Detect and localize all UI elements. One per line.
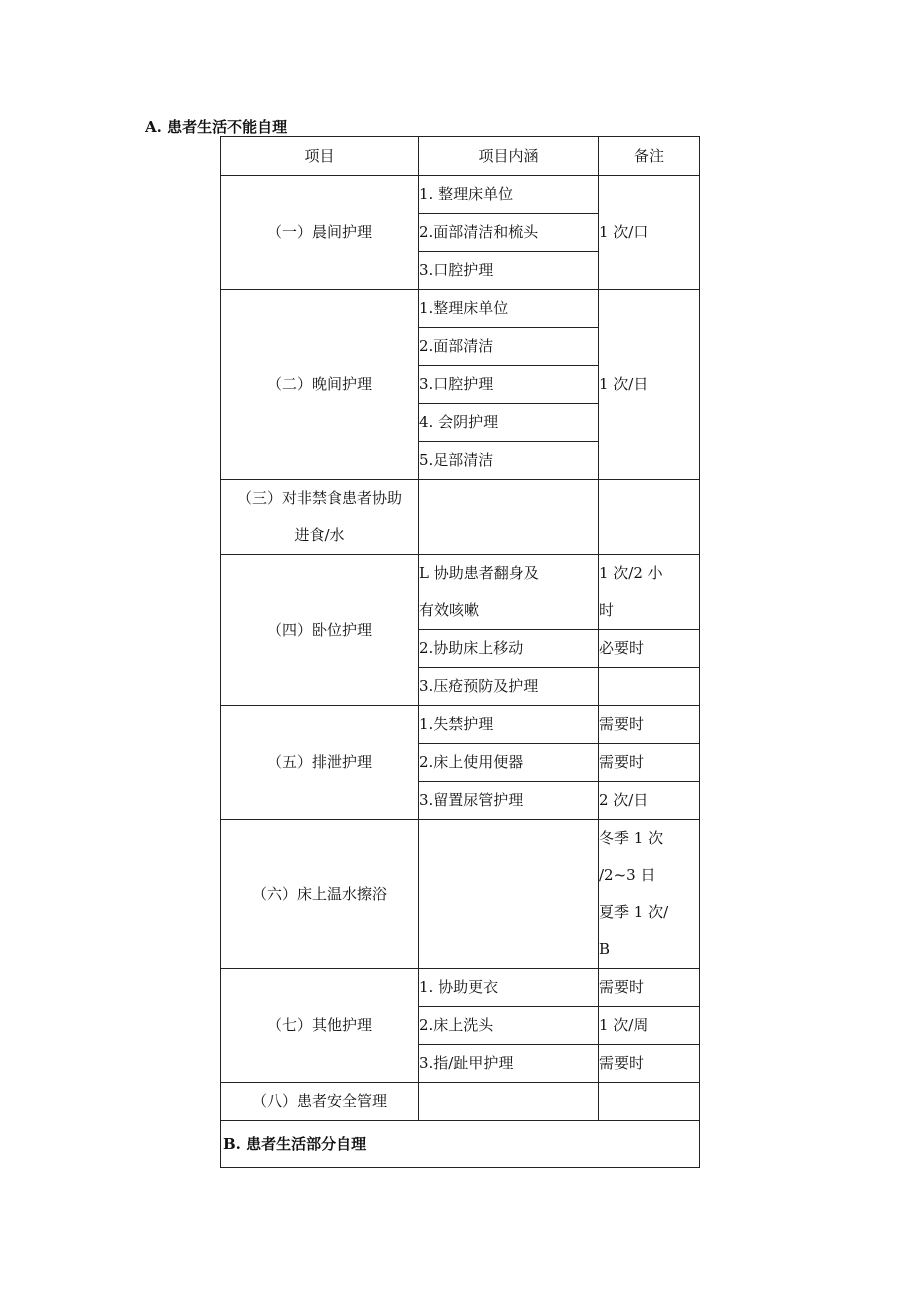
header-remark: 备注 <box>599 137 700 176</box>
table-row <box>221 969 700 1007</box>
remark-line: 时 <box>599 601 615 619</box>
content-cell: 5.足部清洁 <box>419 442 599 480</box>
content-cell-empty <box>419 1083 599 1121</box>
item-excretion-care: （五）排泄护理 <box>221 706 419 820</box>
content-line: 有效咳嗽 <box>419 601 480 619</box>
remark-cell-empty <box>599 1083 700 1121</box>
section-heading-a: A. 患者生活不能自理 <box>145 118 288 136</box>
content-cell: 3.口腔护理 <box>419 366 599 404</box>
header-content: 项目内涵 <box>419 137 599 176</box>
content-cell: 1.整理床单位 <box>419 290 599 328</box>
header-item: 项目 <box>221 137 419 176</box>
remark-cell-empty <box>599 480 700 555</box>
table-row <box>221 706 700 744</box>
remark-line: 冬季 1 次 <box>599 829 664 847</box>
item-evening-care: （二）晚间护理 <box>221 290 419 480</box>
table-row <box>221 176 700 214</box>
remark-line: 夏季 1 次/ <box>599 903 669 921</box>
content-cell: 3.指/趾甲护理 <box>419 1045 599 1083</box>
table-row <box>221 555 700 630</box>
remark-cell: 需要时 <box>599 744 700 782</box>
item-label-line1: （三）对非禁食患者协助 <box>236 489 402 507</box>
content-cell-empty <box>419 480 599 555</box>
remark-line: /2~3 日 <box>599 866 656 884</box>
table-header-row <box>221 137 700 176</box>
table-row <box>221 290 700 328</box>
table-row <box>221 1121 700 1168</box>
remark-cell <box>599 555 700 630</box>
item-morning-care: （一）晨间护理 <box>221 176 419 290</box>
content-cell: 2.床上使用便器 <box>419 744 599 782</box>
remark-cell: 1 次/周 <box>599 1007 700 1045</box>
content-cell: 4. 会阴护理 <box>419 404 599 442</box>
content-cell: 3.口腔护理 <box>419 252 599 290</box>
content-cell-empty <box>419 820 599 969</box>
content-cell: 2.面部清洁和梳头 <box>419 214 599 252</box>
content-cell: 2.协助床上移动 <box>419 630 599 668</box>
content-cell <box>419 555 599 630</box>
content-cell: 2.面部清洁 <box>419 328 599 366</box>
remark-line: B <box>599 940 611 958</box>
care-items-table <box>220 136 700 1168</box>
item-safety-management: （八）患者安全管理 <box>221 1083 419 1121</box>
remark-cell: 需要时 <box>599 706 700 744</box>
content-line: L 协助患者翻身及 <box>419 564 539 582</box>
section-heading-b: B. 患者生活部分自理 <box>221 1121 700 1168</box>
remark-cell <box>599 668 700 706</box>
remark-cell: 2 次/日 <box>599 782 700 820</box>
remark-cell: 需要时 <box>599 1045 700 1083</box>
item-other-care: （七）其他护理 <box>221 969 419 1083</box>
remark-line: 1 次/2 小 <box>599 564 663 582</box>
remark-cell: 1 次/日 <box>599 290 700 480</box>
content-cell: 2.床上洗头 <box>419 1007 599 1045</box>
remark-cell: 1 次/口 <box>599 176 700 290</box>
table-row <box>221 820 700 969</box>
remark-cell <box>599 820 700 969</box>
table-row <box>221 480 700 555</box>
item-position-care: （四）卧位护理 <box>221 555 419 706</box>
content-cell: 3.压疮预防及护理 <box>419 668 599 706</box>
item-bed-bath: （六）床上温水擦浴 <box>221 820 419 969</box>
remark-cell: 必要时 <box>599 630 700 668</box>
table-row <box>221 1083 700 1121</box>
remark-cell: 需要时 <box>599 969 700 1007</box>
content-cell: 1. 协助更衣 <box>419 969 599 1007</box>
content-cell: 1.失禁护理 <box>419 706 599 744</box>
item-feeding-assist <box>221 480 419 555</box>
content-cell: 1. 整理床单位 <box>419 176 599 214</box>
item-label-line2: 进食/水 <box>294 526 345 544</box>
content-cell: 3.留置尿管护理 <box>419 782 599 820</box>
